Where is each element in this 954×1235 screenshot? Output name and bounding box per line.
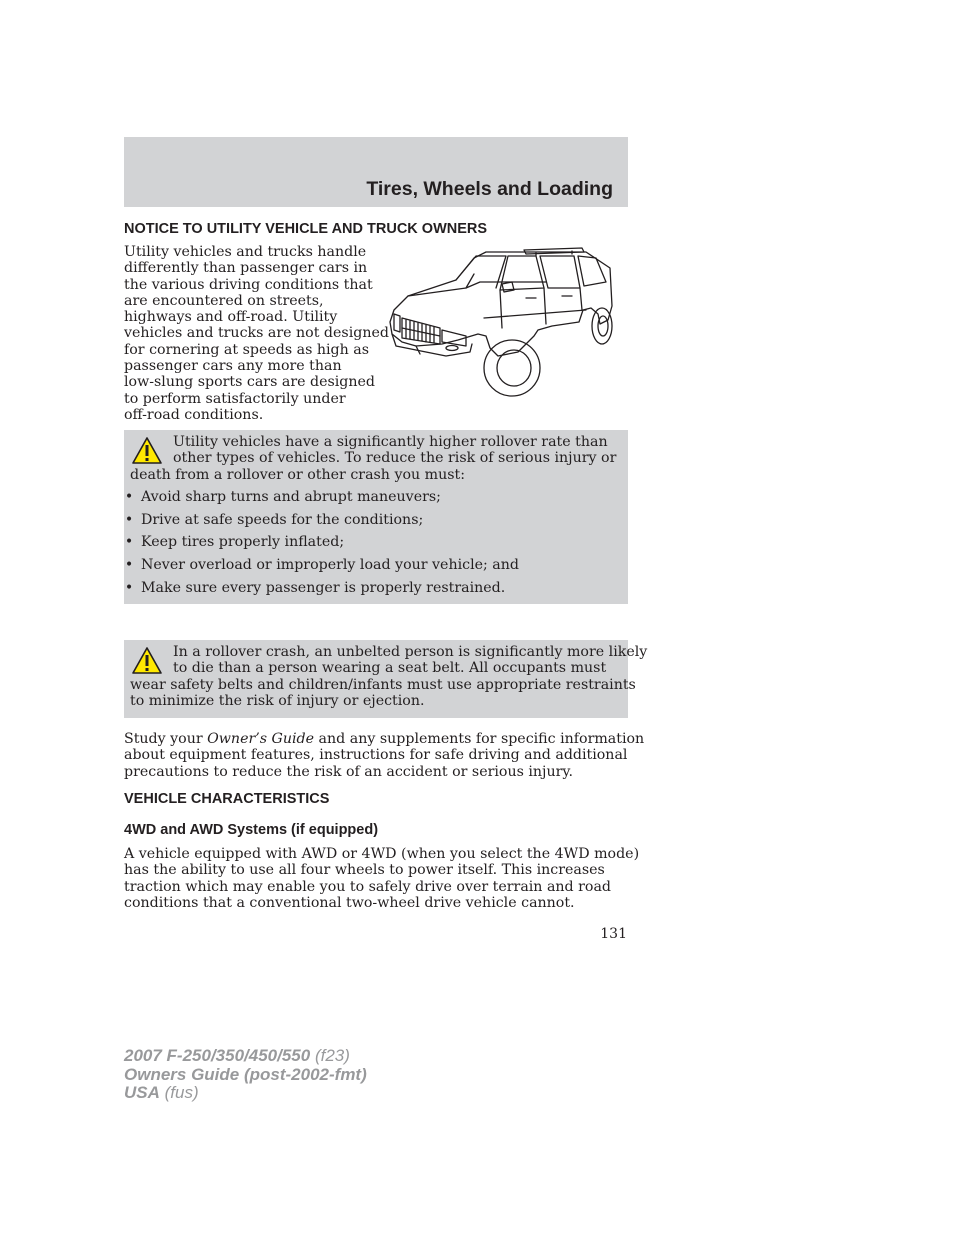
- document-footer: [124, 1047, 367, 1103]
- footer-model: 2007 F-250/350/450/550: [124, 1046, 311, 1065]
- text-line: death from a rollover or other crash you must:: [130, 466, 466, 483]
- notice-paragraph: [124, 244, 389, 423]
- study-paragraph: [124, 731, 644, 780]
- footer-line-market: [124, 1084, 367, 1103]
- text-line: precautions to reduce the risk of an accident or serious injury.: [124, 763, 574, 780]
- text-line: Utility vehicles and trucks handle: [124, 244, 367, 260]
- text-line: traction which may enable you to safely drive over terrain and road: [124, 878, 612, 895]
- bullet-icon: •: [124, 580, 134, 596]
- section-title: Tires, Wheels and Loading: [366, 178, 613, 200]
- list-item-text: Make sure every passenger is properly restrained.: [141, 580, 506, 596]
- vehicle-characteristics-heading: VEHICLE CHARACTERISTICS: [124, 791, 330, 807]
- text-fragment: and any supplements for specific information: [314, 731, 645, 747]
- section-header-band: [124, 137, 628, 207]
- text-line: are encountered on streets,: [124, 292, 324, 309]
- seatbelt-warning-box: [124, 640, 648, 718]
- list-item-text: Keep tires properly inflated;: [141, 534, 345, 550]
- text-line: the various driving conditions that: [124, 276, 373, 293]
- text-line: to minimize the risk of injury or ejection.: [130, 692, 425, 709]
- text-line: wear safety belts and children/infants must use appropriate restraints: [130, 676, 636, 693]
- text-line: vehicles and trucks are not designed: [124, 325, 389, 342]
- text-line: Utility vehicles have a significantly higher rollover rate than: [173, 434, 608, 450]
- text-line: to die than a person wearing a seat belt. All occupants must: [173, 660, 607, 677]
- bullet-icon: •: [124, 557, 134, 573]
- text-line: conditions that a conventional two-wheel drive vehicle cannot.: [124, 894, 575, 911]
- text-line: differently than passenger cars in: [124, 260, 368, 277]
- text-line: low-slung sports cars are designed: [124, 374, 375, 391]
- footer-code: (f23): [310, 1046, 350, 1065]
- list-item-text: Avoid sharp turns and abrupt maneuvers;: [141, 489, 441, 505]
- warning-text: [130, 434, 616, 483]
- text-line: highways and off-road. Utility: [124, 309, 338, 326]
- utility-vehicle-illustration: [386, 244, 616, 400]
- text-fragment: Study your: [124, 731, 208, 747]
- bullet-icon: •: [124, 534, 134, 550]
- text-line: has the ability to use all four wheels to power itself. This increases: [124, 862, 605, 879]
- bullet-icon: •: [124, 512, 134, 528]
- page-number: 131: [600, 926, 627, 942]
- footer-market-code: (fus): [159, 1083, 199, 1102]
- text-line: A vehicle equipped with AWD or 4WD (when you select the 4WD mode): [124, 846, 640, 862]
- text-line: other types of vehicles. To reduce the risk of serious injury or: [173, 450, 617, 467]
- rollover-warning-box: [124, 430, 628, 604]
- warning-text: [130, 644, 647, 709]
- text-line: to perform satisfactorily under: [124, 390, 346, 407]
- text-line: about equipment features, instructions for safe driving and additional: [124, 747, 628, 764]
- text-line: [124, 731, 644, 747]
- awd-paragraph: [124, 846, 639, 911]
- bullet-icon: •: [124, 489, 134, 505]
- text-line: for cornering at speeds as high as: [124, 341, 370, 358]
- text-line: passenger cars any more than: [124, 358, 342, 375]
- text-line: off-road conditions.: [124, 406, 264, 423]
- owners-guide-title: Owner’s Guide: [207, 731, 315, 747]
- text-line: In a rollover crash, an unbelted person is significantly more likely: [173, 644, 648, 660]
- list-item-text: Never overload or improperly load your vehicle; and: [141, 557, 519, 573]
- list-item-text: Drive at safe speeds for the conditions;: [141, 512, 424, 528]
- awd-systems-heading: 4WD and AWD Systems (if equipped): [124, 822, 379, 838]
- notice-heading: NOTICE TO UTILITY VEHICLE AND TRUCK OWNERS: [124, 221, 488, 237]
- footer-line-model: [124, 1047, 367, 1066]
- footer-market: USA: [124, 1083, 160, 1102]
- footer-guide: Owners Guide (post-2002-fmt): [124, 1064, 367, 1084]
